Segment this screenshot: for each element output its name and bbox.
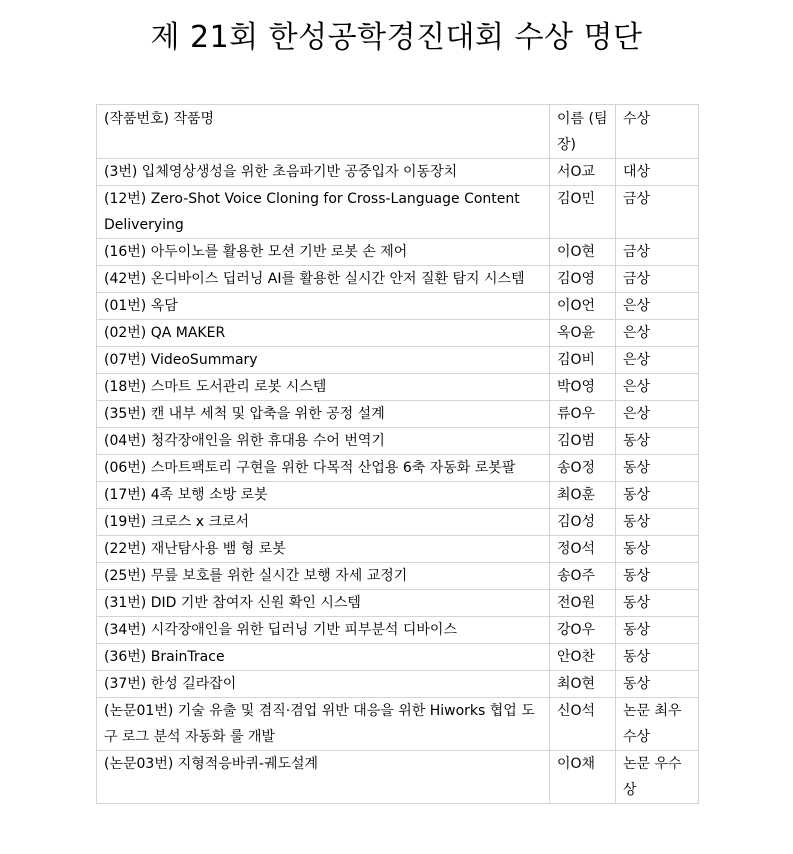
work-cell: (04번) 청각장애인을 위한 휴대용 수어 번역기	[97, 428, 550, 455]
award-cell: 은상	[616, 320, 699, 347]
award-cell: 동상	[616, 590, 699, 617]
table-row	[97, 482, 699, 509]
work-cell: (25번) 무릎 보호를 위한 실시간 보행 자세 교정기	[97, 563, 550, 590]
header-name: 이름 (팀장)	[550, 105, 616, 159]
work-cell: (35번) 캔 내부 세척 및 압축을 위한 공정 설계	[97, 401, 550, 428]
name-cell: 송O주	[550, 563, 616, 590]
award-cell: 동상	[616, 428, 699, 455]
work-cell: (36번) BrainTrace	[97, 644, 550, 671]
name-cell: 김O비	[550, 347, 616, 374]
work-cell: (01번) 옥담	[97, 293, 550, 320]
award-cell: 금상	[616, 239, 699, 266]
table-row	[97, 374, 699, 401]
award-cell: 논문 우수상	[616, 751, 699, 804]
award-cell: 동상	[616, 509, 699, 536]
table-row	[97, 671, 699, 698]
name-cell: 전O원	[550, 590, 616, 617]
table-row	[97, 590, 699, 617]
work-cell: (02번) QA MAKER	[97, 320, 550, 347]
award-cell: 동상	[616, 563, 699, 590]
name-cell: 최O훈	[550, 482, 616, 509]
work-cell: (17번) 4족 보행 소방 로봇	[97, 482, 550, 509]
header-work: (작품번호) 작품명	[97, 105, 550, 159]
table-row	[97, 186, 699, 239]
table-row	[97, 401, 699, 428]
name-cell: 정O석	[550, 536, 616, 563]
table-row	[97, 347, 699, 374]
work-cell: (18번) 스마트 도서관리 로봇 시스템	[97, 374, 550, 401]
table-row	[97, 563, 699, 590]
name-cell: 서O교	[550, 159, 616, 186]
award-cell: 동상	[616, 671, 699, 698]
work-cell: (42번) 온디바이스 딥러닝 AI를 활용한 실시간 안저 질환 탐지 시스템	[97, 266, 550, 293]
award-cell: 은상	[616, 347, 699, 374]
awards-table	[96, 104, 699, 804]
name-cell: 김O영	[550, 266, 616, 293]
work-cell: (12번) Zero-Shot Voice Cloning for Cross-Language Content Deliverying	[97, 186, 550, 239]
work-cell: (37번) 한성 길라잡이	[97, 671, 550, 698]
table-row	[97, 751, 699, 804]
work-cell: (논문03번) 지형적응바퀴-궤도설계	[97, 751, 550, 804]
work-cell: (06번) 스마트팩토리 구현을 위한 다목적 산업용 6축 자동화 로봇팔	[97, 455, 550, 482]
name-cell: 이O현	[550, 239, 616, 266]
table-header-row	[97, 105, 699, 159]
name-cell: 최O현	[550, 671, 616, 698]
table-row	[97, 320, 699, 347]
award-cell: 대상	[616, 159, 699, 186]
name-cell: 이O채	[550, 751, 616, 804]
name-cell: 강O우	[550, 617, 616, 644]
table-row	[97, 159, 699, 186]
name-cell: 김O민	[550, 186, 616, 239]
name-cell: 류O우	[550, 401, 616, 428]
table-row	[97, 509, 699, 536]
table-row	[97, 644, 699, 671]
table-row	[97, 428, 699, 455]
table-row	[97, 617, 699, 644]
name-cell: 송O정	[550, 455, 616, 482]
work-cell: (07번) VideoSummary	[97, 347, 550, 374]
award-cell: 논문 최우수상	[616, 698, 699, 751]
table-row	[97, 455, 699, 482]
award-cell: 동상	[616, 617, 699, 644]
work-cell: (22번) 재난탐사용 뱀 형 로봇	[97, 536, 550, 563]
award-cell: 은상	[616, 401, 699, 428]
award-cell: 동상	[616, 536, 699, 563]
work-cell: (16번) 아두이노를 활용한 모션 기반 로봇 손 제어	[97, 239, 550, 266]
work-cell: (31번) DID 기반 참여자 신원 확인 시스템	[97, 590, 550, 617]
table-row	[97, 293, 699, 320]
work-cell: (논문01번) 기술 유출 및 겸직·겸업 위반 대응을 위한 Hiworks 협업 도구 로그 분석 자동화 룰 개발	[97, 698, 550, 751]
name-cell: 박O영	[550, 374, 616, 401]
page-title: 제 21회 한성공학경진대회 수상 명단	[150, 20, 643, 55]
award-cell: 동상	[616, 644, 699, 671]
work-cell: (19번) 크로스 x 크로서	[97, 509, 550, 536]
award-cell: 동상	[616, 482, 699, 509]
name-cell: 옥O윤	[550, 320, 616, 347]
name-cell: 이O언	[550, 293, 616, 320]
table-row	[97, 536, 699, 563]
name-cell: 신O석	[550, 698, 616, 751]
table-row	[97, 266, 699, 293]
name-cell: 안O찬	[550, 644, 616, 671]
award-cell: 금상	[616, 266, 699, 293]
award-cell: 금상	[616, 186, 699, 239]
award-cell: 은상	[616, 293, 699, 320]
work-cell: (3번) 입체영상생성을 위한 초음파기반 공중입자 이동장치	[97, 159, 550, 186]
table-row	[97, 239, 699, 266]
award-cell: 동상	[616, 455, 699, 482]
name-cell: 김O범	[550, 428, 616, 455]
work-cell: (34번) 시각장애인을 위한 딥러닝 기반 피부분석 디바이스	[97, 617, 550, 644]
table-row	[97, 698, 699, 751]
award-cell: 은상	[616, 374, 699, 401]
header-award: 수상	[616, 105, 699, 159]
name-cell: 김O성	[550, 509, 616, 536]
